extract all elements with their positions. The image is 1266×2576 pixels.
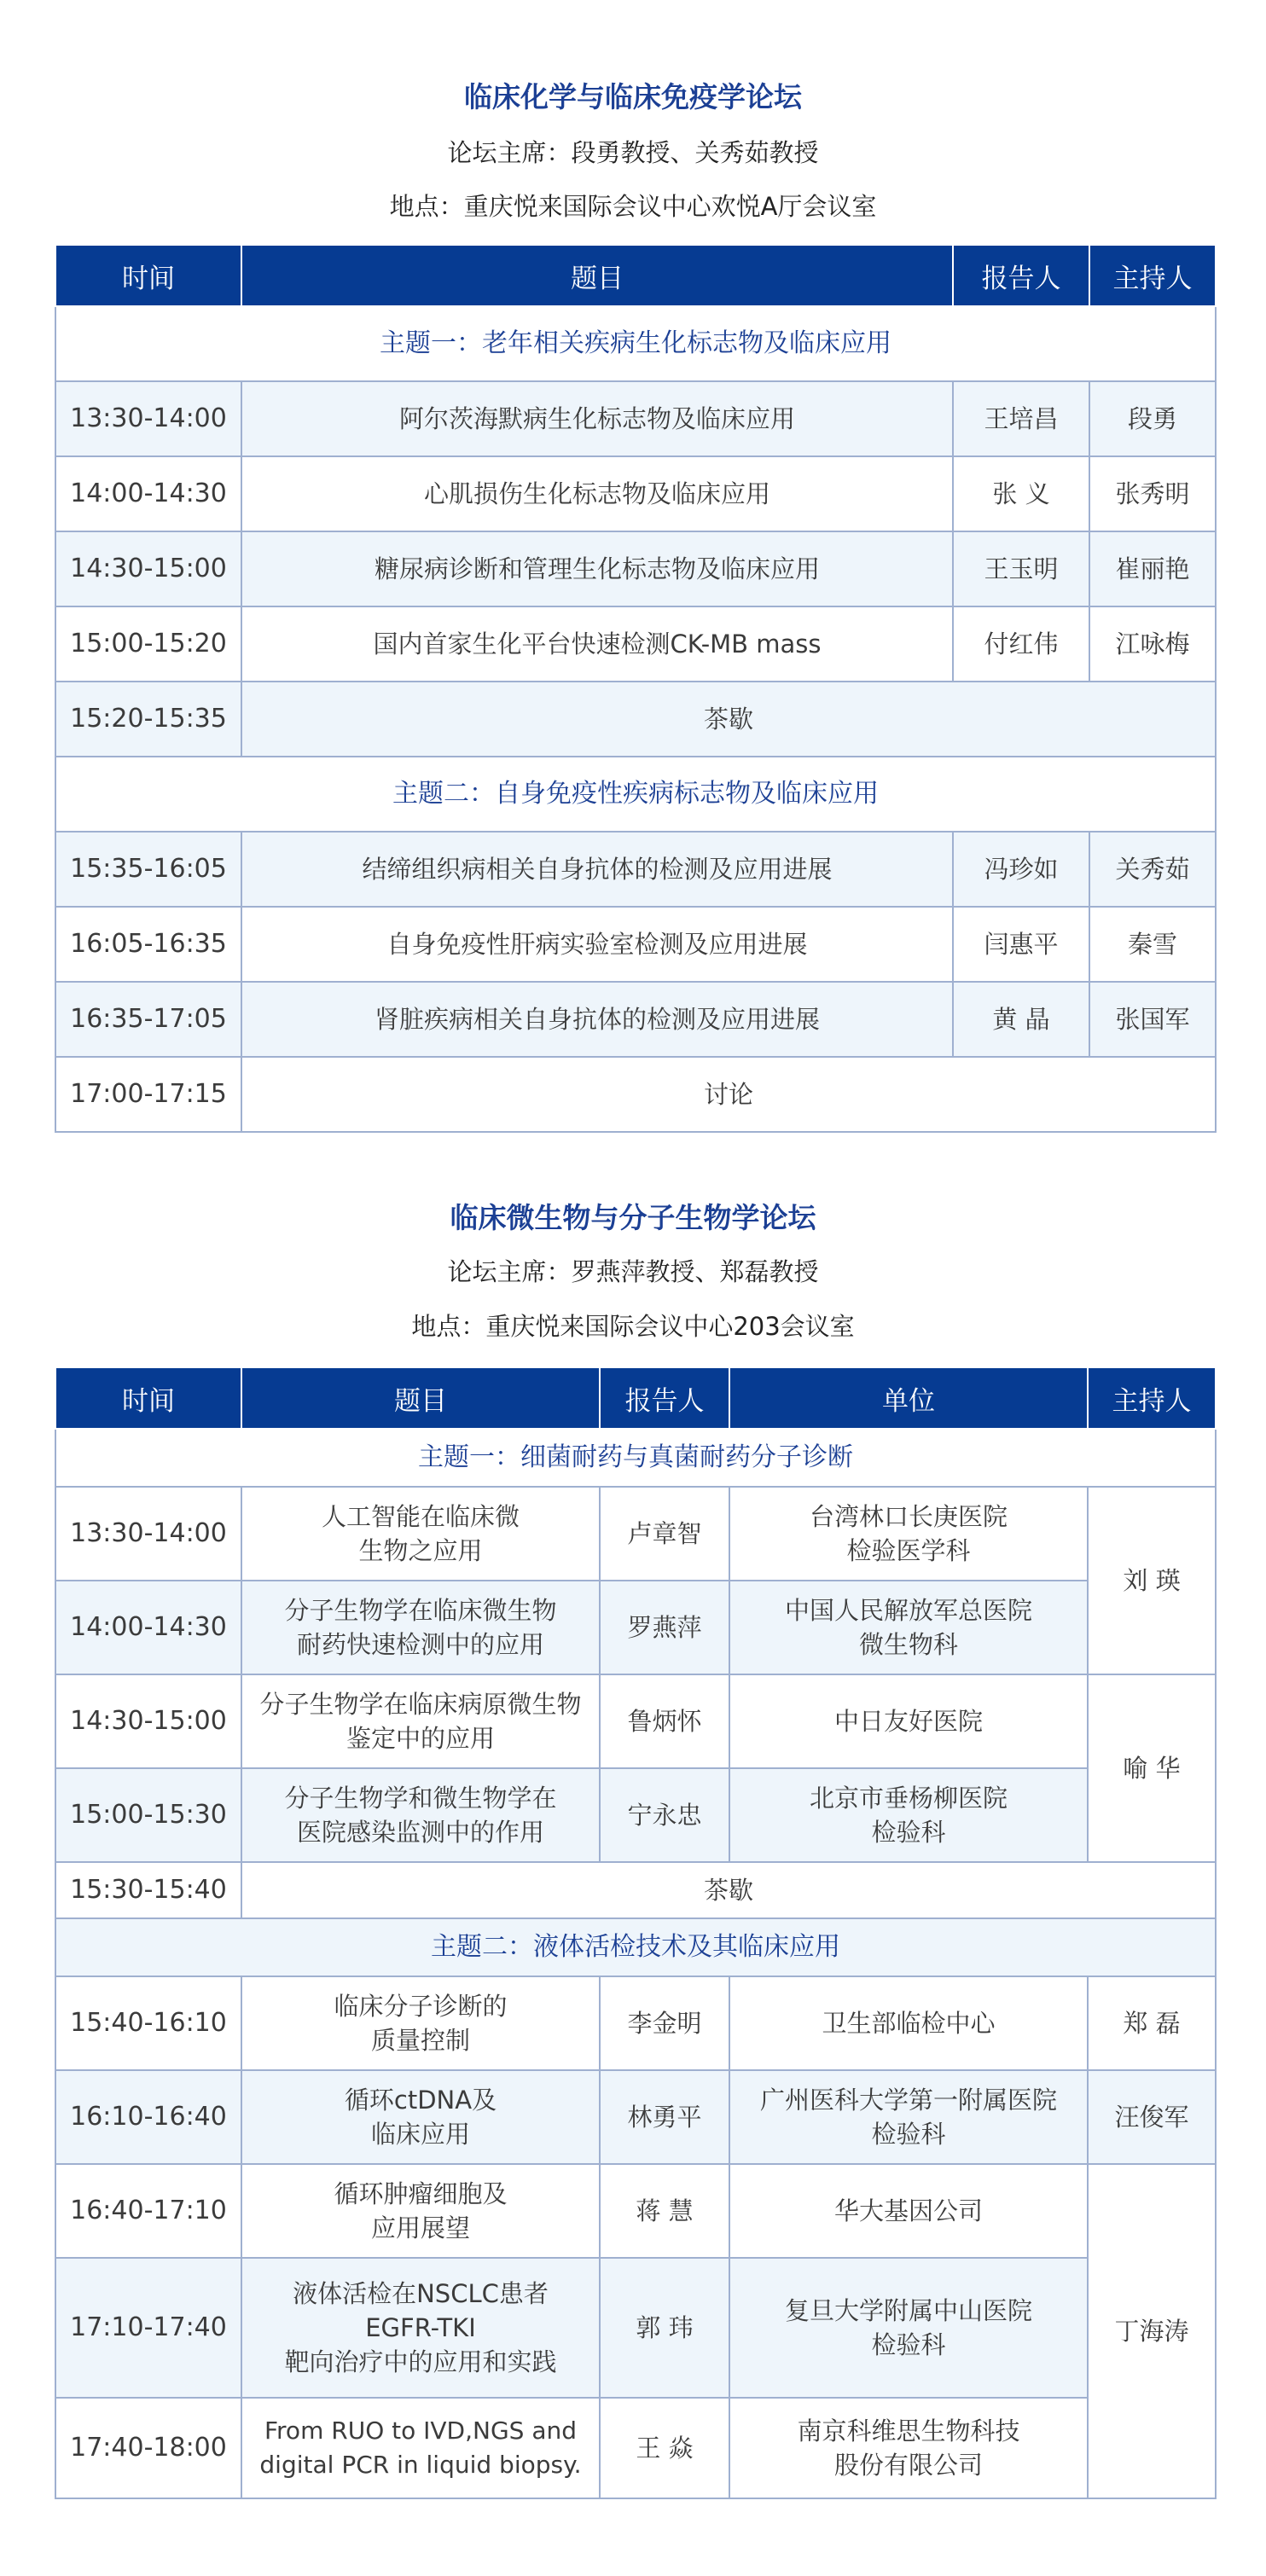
cell-speaker: 王玉明 <box>953 531 1089 606</box>
cell-topic: 分子生物学在临床病原微生物 鉴定中的应用 <box>241 1674 600 1768</box>
header-time: 时间 <box>55 1367 241 1429</box>
cell-topic: 阿尔茨海默病生化标志物及临床应用 <box>241 381 953 456</box>
cell-speaker: 罗燕萍 <box>600 1581 729 1674</box>
cell-topic: 循环肿瘤细胞及 应用展望 <box>241 2164 600 2258</box>
cell-time: 14:00-14:30 <box>55 456 241 531</box>
forum2-venue: 地点：重庆悦来国际会议中心203会议室 <box>411 1312 855 1341</box>
cell-topic: 液体活检在NSCLC患者 EGFR-TKI 靶向治疗中的应用和实践 <box>241 2258 600 2398</box>
cell-host: 崔丽艳 <box>1089 531 1216 606</box>
header-host: 主持人 <box>1089 245 1216 306</box>
cell-unit: 中日友好医院 <box>729 1674 1088 1768</box>
cell-unit: 台湾林口长庚医院 检验医学科 <box>729 1487 1088 1581</box>
cell-time: 15:40-16:10 <box>55 1976 241 2070</box>
theme-label: 主题二：自身免疫性疾病标志物及临床应用 <box>55 757 1216 832</box>
cell-speaker: 郭 玮 <box>600 2258 729 2398</box>
table-row <box>55 2070 1216 2164</box>
cell-host: 丁海涛 <box>1088 2164 1216 2498</box>
cell-topic: 自身免疫性肝病实验室检测及应用进展 <box>241 907 953 982</box>
cell-topic: 人工智能在临床微 生物之应用 <box>241 1487 600 1581</box>
cell-unit: 广州医科大学第一附属医院 检验科 <box>729 2070 1088 2164</box>
forum1-title: 临床化学与临床免疫学论坛 <box>464 80 802 113</box>
table-row <box>55 982 1216 1057</box>
break-row <box>55 1862 1216 1918</box>
table-row <box>55 1674 1216 1768</box>
cell-speaker: 王 焱 <box>600 2398 729 2498</box>
cell-speaker: 卢章智 <box>600 1487 729 1581</box>
table-row <box>55 606 1216 682</box>
cell-time: 14:30-15:00 <box>55 531 241 606</box>
cell-time: 17:00-17:15 <box>55 1057 241 1132</box>
break-label: 茶歇 <box>241 682 1216 757</box>
forum1-venue: 地点：重庆悦来国际会议中心欢悦A厅会议室 <box>389 192 877 221</box>
theme-row <box>55 1918 1216 1976</box>
cell-time: 15:30-15:40 <box>55 1862 241 1918</box>
table-row <box>55 1581 1216 1674</box>
cell-time: 15:35-16:05 <box>55 832 241 907</box>
cell-host: 汪俊军 <box>1088 2070 1216 2164</box>
forum1-chair: 论坛主席：段勇教授、关秀茹教授 <box>447 138 819 167</box>
cell-unit: 复旦大学附属中山医院 检验科 <box>729 2258 1088 2398</box>
cell-time: 14:30-15:00 <box>55 1674 241 1768</box>
cell-unit: 卫生部临检中心 <box>729 1976 1088 2070</box>
forum2-title: 临床微生物与分子生物学论坛 <box>450 1201 816 1234</box>
header-speaker: 报告人 <box>600 1367 729 1429</box>
cell-unit: 北京市垂杨柳医院 检验科 <box>729 1768 1088 1862</box>
cell-time: 16:05-16:35 <box>55 907 241 982</box>
cell-time: 14:00-14:30 <box>55 1581 241 1674</box>
table-row <box>55 456 1216 531</box>
theme-label: 主题一：细菌耐药与真菌耐药分子诊断 <box>55 1429 1216 1487</box>
cell-topic: 临床分子诊断的 质量控制 <box>241 1976 600 2070</box>
cell-speaker: 蒋 慧 <box>600 2164 729 2258</box>
cell-time: 16:40-17:10 <box>55 2164 241 2258</box>
header-time: 时间 <box>55 245 241 306</box>
cell-topic: From RUO to IVD,NGS and digital PCR in liquid biopsy. <box>241 2398 600 2498</box>
theme-label: 主题二：液体活检技术及其临床应用 <box>55 1918 1216 1976</box>
cell-speaker: 闫惠平 <box>953 907 1089 982</box>
cell-topic: 结缔组织病相关自身抗体的检测及应用进展 <box>241 832 953 907</box>
cell-topic: 肾脏疾病相关自身抗体的检测及应用进展 <box>241 982 953 1057</box>
table-row <box>55 2258 1216 2398</box>
cell-speaker: 张 义 <box>953 456 1089 531</box>
cell-speaker: 冯珍如 <box>953 832 1089 907</box>
forum1-schedule-table <box>55 244 1217 1133</box>
cell-time: 15:00-15:20 <box>55 606 241 682</box>
cell-host: 张国军 <box>1089 982 1216 1057</box>
cell-speaker: 王培昌 <box>953 381 1089 456</box>
cell-time: 17:40-18:00 <box>55 2398 241 2498</box>
cell-speaker: 李金明 <box>600 1976 729 2070</box>
table-row <box>55 832 1216 907</box>
cell-speaker: 宁永忠 <box>600 1768 729 1862</box>
cell-host: 秦雪 <box>1089 907 1216 982</box>
header-topic: 题目 <box>241 1367 600 1429</box>
forum2-chair: 论坛主席：罗燕萍教授、郑磊教授 <box>447 1257 819 1286</box>
forum2-schedule-table <box>55 1366 1217 2499</box>
cell-speaker: 黄 晶 <box>953 982 1089 1057</box>
header-speaker: 报告人 <box>953 245 1089 306</box>
cell-time: 13:30-14:00 <box>55 381 241 456</box>
table-row <box>55 2164 1216 2258</box>
cell-topic: 分子生物学在临床微生物 耐药快速检测中的应用 <box>241 1581 600 1674</box>
header-topic: 题目 <box>241 245 953 306</box>
cell-host: 江咏梅 <box>1089 606 1216 682</box>
theme-row <box>55 757 1216 832</box>
table-header-row <box>55 245 1216 306</box>
cell-host: 关秀茹 <box>1089 832 1216 907</box>
cell-topic: 循环ctDNA及 临床应用 <box>241 2070 600 2164</box>
discussion-row <box>55 1057 1216 1132</box>
cell-time: 15:20-15:35 <box>55 682 241 757</box>
table-row <box>55 907 1216 982</box>
cell-host: 张秀明 <box>1089 456 1216 531</box>
table-row <box>55 531 1216 606</box>
cell-speaker: 林勇平 <box>600 2070 729 2164</box>
table-row <box>55 2398 1216 2498</box>
cell-unit: 南京科维思生物科技 股份有限公司 <box>729 2398 1088 2498</box>
cell-topic: 分子生物学和微生物学在 医院感染监测中的作用 <box>241 1768 600 1862</box>
break-label: 茶歇 <box>241 1862 1216 1918</box>
cell-topic: 心肌损伤生化标志物及临床应用 <box>241 456 953 531</box>
cell-speaker: 付红伟 <box>953 606 1089 682</box>
cell-host: 郑 磊 <box>1088 1976 1216 2070</box>
discussion-label: 讨论 <box>241 1057 1216 1132</box>
cell-time: 17:10-17:40 <box>55 2258 241 2398</box>
cell-time: 16:10-16:40 <box>55 2070 241 2164</box>
cell-host: 喻 华 <box>1088 1674 1216 1862</box>
theme-row <box>55 1429 1216 1487</box>
theme-label: 主题一：老年相关疾病生化标志物及临床应用 <box>55 306 1216 381</box>
theme-row <box>55 306 1216 381</box>
header-host: 主持人 <box>1088 1367 1216 1429</box>
cell-time: 13:30-14:00 <box>55 1487 241 1581</box>
cell-speaker: 鲁炳怀 <box>600 1674 729 1768</box>
header-unit: 单位 <box>729 1367 1088 1429</box>
table-row <box>55 1768 1216 1862</box>
cell-topic: 糖尿病诊断和管理生化标志物及临床应用 <box>241 531 953 606</box>
table-row <box>55 381 1216 456</box>
cell-topic: 国内首家生化平台快速检测CK-MB mass <box>241 606 953 682</box>
table-header-row <box>55 1367 1216 1429</box>
cell-unit: 中国人民解放军总医院 微生物科 <box>729 1581 1088 1674</box>
cell-unit: 华大基因公司 <box>729 2164 1088 2258</box>
cell-time: 16:35-17:05 <box>55 982 241 1057</box>
table-row <box>55 1976 1216 2070</box>
cell-host: 刘 瑛 <box>1088 1487 1216 1674</box>
cell-host: 段勇 <box>1089 381 1216 456</box>
table-row <box>55 1487 1216 1581</box>
cell-time: 15:00-15:30 <box>55 1768 241 1862</box>
break-row <box>55 682 1216 757</box>
